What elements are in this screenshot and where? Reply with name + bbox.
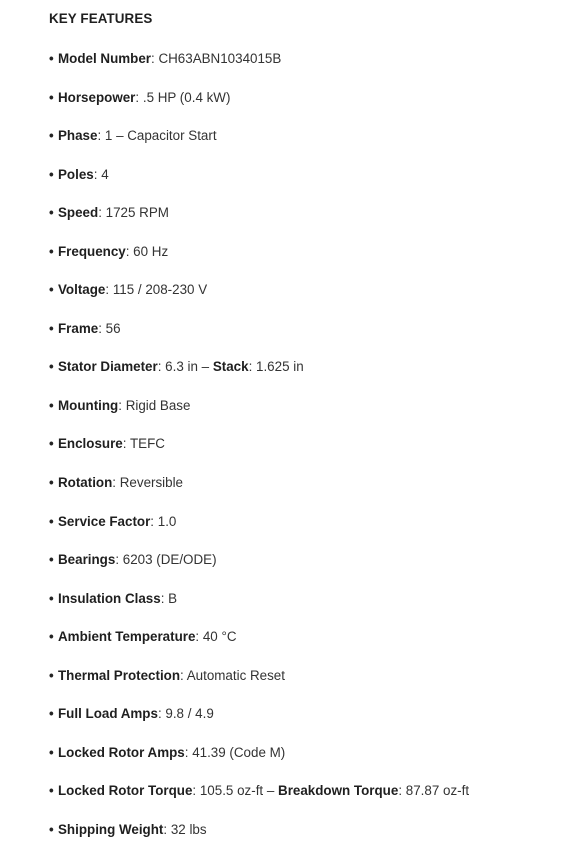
label-colon: : (112, 475, 120, 491)
feature-value: 1.0 (157, 513, 177, 529)
feature-label: Poles (58, 166, 94, 182)
label-colon: : (125, 243, 134, 259)
label-colon: : (98, 205, 106, 221)
feature-item (49, 550, 469, 589)
bullet-marker: • (49, 320, 54, 336)
feature-label: Ambient Temperature (58, 629, 196, 645)
feature-label-secondary: Breakdown Torque (278, 783, 399, 799)
bullet-marker: • (49, 89, 54, 105)
feature-label: Full Load Amps (58, 706, 158, 722)
bullet-marker: • (49, 128, 54, 144)
label-colon: : (97, 128, 105, 144)
label-colon: : (105, 282, 113, 298)
label-colon: : (160, 590, 169, 606)
feature-label: Phase (58, 128, 98, 144)
feature-item (49, 434, 469, 473)
feature-value: 56 (105, 320, 121, 336)
bullet-marker: • (49, 590, 54, 606)
bullet-marker: • (49, 552, 54, 568)
feature-value: 32 lbs (170, 821, 207, 837)
feature-item (49, 165, 469, 204)
feature-value: 6203 (DE/ODE) (122, 552, 217, 568)
label-colon: : (248, 359, 257, 375)
feature-value-secondary: 87.87 oz-ft (405, 783, 470, 799)
bullet-marker: • (49, 282, 54, 298)
feature-value: 41.39 (Code M) (192, 744, 286, 760)
section-heading: KEY FEATURES (49, 11, 153, 26)
feature-item (49, 473, 469, 512)
label-colon: : (150, 513, 158, 529)
bullet-marker: • (49, 744, 54, 760)
bullet-marker: • (49, 397, 54, 413)
label-colon: : (118, 397, 126, 413)
label-colon: : (163, 821, 171, 837)
bullet-marker: • (49, 205, 54, 221)
bullet-marker: • (49, 821, 54, 837)
feature-item (49, 589, 469, 628)
feature-item (49, 280, 469, 319)
label-colon: : (135, 89, 143, 105)
feature-label: Locked Rotor Amps (58, 744, 185, 760)
feature-item (49, 319, 469, 358)
bullet-marker: • (49, 475, 54, 491)
feature-item (49, 396, 469, 435)
label-colon: : (192, 783, 200, 799)
label-colon: : (157, 359, 166, 375)
bullet-marker: • (49, 783, 54, 799)
feature-label: Frame (58, 320, 99, 336)
feature-label: Shipping Weight (58, 821, 164, 837)
feature-item (49, 704, 469, 743)
feature-value: CH63ABN1034015B (158, 51, 282, 66)
feature-item (49, 242, 469, 281)
feature-label: Speed (58, 205, 99, 221)
feature-value: 1 – Capacitor Start (104, 128, 217, 144)
label-colon: : (115, 552, 123, 568)
feature-label: Stator Diameter (58, 359, 158, 375)
label-colon: : (195, 629, 203, 645)
label-colon: : (398, 783, 406, 799)
feature-value: TEFC (129, 436, 165, 452)
feature-value: 105.5 oz-ft – (199, 783, 279, 799)
feature-item (49, 203, 469, 242)
feature-item (49, 126, 469, 165)
feature-value: 4 (101, 166, 109, 182)
bullet-marker: • (49, 243, 54, 259)
bullet-marker: • (49, 51, 54, 66)
feature-label-secondary: Stack (212, 359, 249, 375)
label-colon: : (151, 51, 159, 66)
feature-item (49, 666, 469, 705)
label-colon: : (98, 320, 106, 336)
feature-item (49, 820, 469, 858)
feature-label: Thermal Protection (58, 667, 181, 683)
feature-label: Locked Rotor Torque (58, 783, 193, 799)
feature-value: 9.8 / 4.9 (165, 706, 214, 722)
bullet-marker: • (49, 667, 54, 683)
bullet-marker: • (49, 166, 54, 182)
feature-value: B (168, 590, 178, 606)
features-list (49, 49, 469, 858)
feature-item (49, 781, 469, 820)
feature-item (49, 743, 469, 782)
feature-value: 6.3 in – (165, 359, 213, 375)
feature-value: .5 HP (0.4 kW) (142, 89, 231, 105)
feature-value-secondary: 1.625 in (256, 359, 304, 375)
label-colon: : (180, 667, 187, 683)
feature-item (49, 512, 469, 551)
feature-item (49, 627, 469, 666)
feature-value: Reversible (119, 475, 184, 491)
feature-value: Rigid Base (125, 397, 191, 413)
bullet-marker: • (49, 513, 54, 529)
feature-value: 115 / 208-230 V (112, 282, 208, 298)
label-colon: : (184, 744, 193, 760)
label-colon: : (157, 706, 166, 722)
feature-item (49, 49, 469, 88)
feature-label: Bearings (58, 552, 116, 568)
feature-label: Voltage (58, 282, 106, 298)
feature-label: Frequency (58, 243, 126, 259)
bullet-marker: • (49, 436, 54, 452)
feature-label: Horsepower (58, 89, 136, 105)
feature-label: Enclosure (58, 436, 123, 452)
feature-value: 1725 RPM (105, 205, 169, 221)
feature-label: Rotation (58, 475, 113, 491)
label-colon: : (122, 436, 130, 452)
feature-item (49, 88, 469, 127)
bullet-marker: • (49, 359, 54, 375)
feature-label: Insulation Class (58, 590, 161, 606)
feature-value: 60 Hz (133, 243, 169, 259)
bullet-marker: • (49, 629, 54, 645)
label-colon: : (93, 166, 102, 182)
feature-label: Service Factor (58, 513, 151, 529)
feature-value: Automatic Reset (186, 667, 285, 683)
feature-label: Model Number (58, 51, 151, 66)
feature-item (49, 357, 469, 396)
bullet-marker: • (49, 706, 54, 722)
feature-label: Mounting (58, 397, 119, 413)
feature-value: 40 °C (202, 629, 237, 645)
